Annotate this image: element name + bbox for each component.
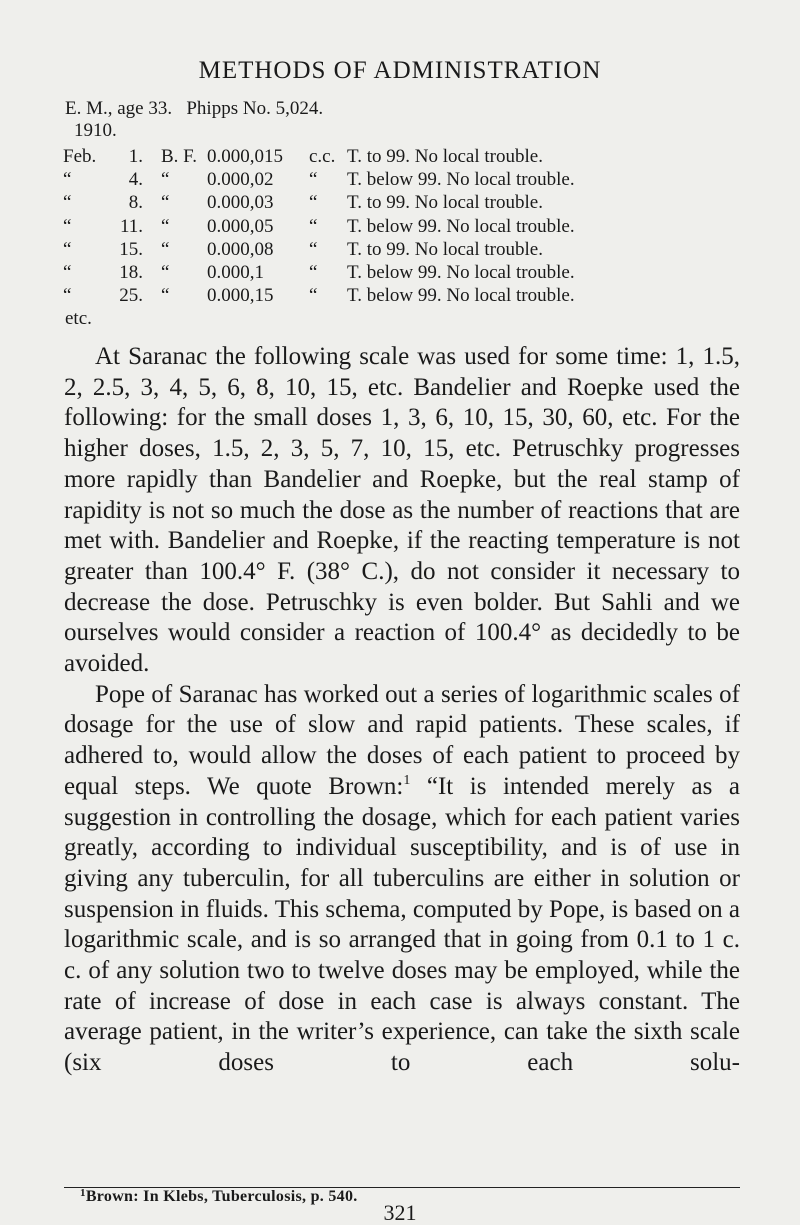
- log-dose: 0.000,05: [207, 215, 274, 237]
- body-text: [64, 342, 740, 1079]
- log-month: “: [63, 285, 72, 307]
- log-dose: 0.000,15: [207, 285, 274, 307]
- log-row: [63, 238, 575, 261]
- log-unit: “: [309, 169, 318, 191]
- paragraph-pope-part2: “It is intended merely as a suggestion in controlling the dosage, which for each patient varies greatly, according to individual susceptibility, and is of use in giving any tuberculin, for all tuberculins are either in solution or suspension in fluids. This schema, computed by Pope, is based on a logarithmic scale, and is so arranged that in going from 0.1 to 1 c. c. of any solution two to twelve doses may be employed, while the rate of increase of dose in each case is always constant. The average patient, in the writer’s experience, can take the sixth scale (six doses to each solu-: [64, 772, 741, 1077]
- log-row: [63, 284, 575, 307]
- log-test: “: [161, 238, 170, 260]
- log-day: 8.: [128, 192, 143, 214]
- log-dose: 0.000,08: [207, 238, 274, 260]
- log-result: T. to 99. No local trouble.: [347, 146, 543, 167]
- log-test: “: [161, 192, 170, 214]
- log-test: B. F.: [161, 146, 197, 167]
- log-day: 18.: [119, 261, 143, 283]
- log-month: “: [63, 215, 72, 237]
- log-unit: “: [309, 215, 318, 237]
- dosage-log-table: [63, 145, 575, 307]
- log-row: [63, 191, 575, 214]
- footnote-reference: 1: [403, 772, 411, 788]
- log-result: T. below 99. No local trouble.: [347, 261, 575, 283]
- log-unit: “: [309, 192, 318, 214]
- log-dose: 0.000,03: [207, 192, 274, 214]
- log-day: 15.: [119, 238, 143, 260]
- log-result: T. below 99. No local trouble.: [347, 285, 575, 307]
- log-day: 25.: [119, 285, 143, 307]
- log-dose: 0.000,015: [207, 146, 283, 167]
- log-unit: “: [309, 285, 318, 307]
- log-row: [63, 168, 575, 191]
- paragraph-saranac-scale: At Saranac the following scale was used for some time: 1, 1.5, 2, 2.5, 3, 4, 5, 6, 8, 10, 15, etc. Bandelier and Roepke used the following: for the small doses 1, 3, 6, 10, 15, 30, 60, etc. For the higher doses, 1.5, 2, 3, 5, 7, 10, 15, etc. Petruschky progresses more rapidly than Bandelier and Roepke, but the real stamp of rapidity is not so much the dose as the number of reactions that are met with. Bandelier and Roepke, if the reacting temperature is not greater than 100.4° F. (38° C.), do not consider it necessary to decrease the dose. Petruschky is even bolder. But Sahli and we ourselves would consider a reaction of 100.4° as decidedly to be avoided.: [64, 343, 740, 678]
- log-unit: “: [309, 261, 318, 283]
- dosage-log-body: [63, 145, 575, 307]
- log-month: “: [63, 238, 72, 260]
- log-result: T. below 99. No local trouble.: [347, 215, 575, 237]
- running-title: METHODS OF ADMINISTRATION: [198, 57, 602, 84]
- log-row: [63, 215, 575, 238]
- log-result: T. to 99. No local trouble.: [347, 192, 543, 214]
- page-number: 321: [383, 1200, 417, 1225]
- log-month: “: [63, 261, 72, 283]
- log-row: [63, 145, 575, 168]
- paragraph-pope-part1: Pope of Saranac has worked out a series of logarithmic scales of dosage for the use of slow and rapid patients. These scales, if adhered to, would allow the doses of each patient to proceed by equal steps. We quote Brown:: [64, 680, 740, 800]
- log-result: T. below 99. No local trouble.: [347, 169, 575, 191]
- log-test: “: [161, 285, 170, 307]
- footnote-text: Brown: In Klebs, Tuberculosis, p. 540.: [85, 1188, 358, 1205]
- footnote: [80, 1188, 358, 1206]
- log-test: “: [161, 261, 170, 283]
- log-unit: “: [309, 238, 318, 260]
- log-row: [63, 261, 575, 284]
- log-result: T. to 99. No local trouble.: [347, 238, 543, 260]
- case-heading: [65, 98, 323, 142]
- log-dose: 0.000,1: [207, 261, 264, 283]
- case-year: 1910.: [74, 120, 117, 141]
- paragraph-pope-scales: [64, 680, 740, 1079]
- log-day: 1.: [128, 146, 143, 167]
- log-dose: 0.000,02: [207, 169, 274, 191]
- footnote-mark: 1: [80, 1187, 86, 1199]
- log-etc: etc.: [65, 308, 92, 329]
- log-unit: c.c.: [309, 146, 336, 167]
- log-test: “: [161, 169, 170, 191]
- log-month: “: [63, 169, 72, 191]
- log-month: “: [63, 192, 72, 214]
- case-patient-line: E. M., age 33. Phipps No. 5,024.: [65, 98, 324, 119]
- log-test: “: [161, 215, 170, 237]
- log-day: 4.: [128, 169, 143, 191]
- log-day: 11.: [119, 215, 143, 237]
- log-month: Feb.: [63, 146, 97, 167]
